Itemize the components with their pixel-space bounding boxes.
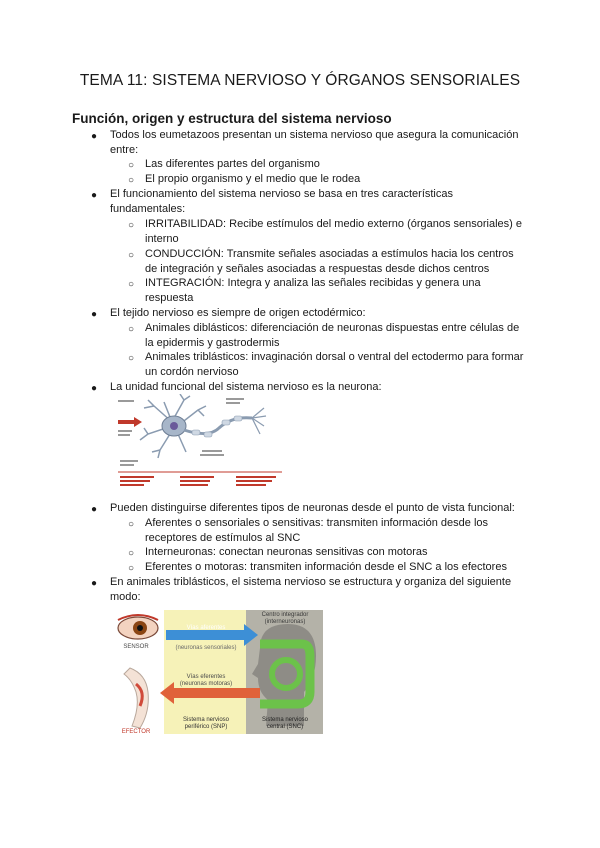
item-3-sub-2-line-2: un cordón nervioso [145, 366, 239, 378]
section-heading: Función, origen y estructura del sistema nervioso [72, 111, 392, 126]
bullet-icon: ● [91, 309, 98, 320]
eferentes-sub: (neuronas motoras) [179, 681, 233, 687]
item-1-line-1: Todos los eumetazoos presentan un sistema nervioso que asegura la comunicación [110, 129, 519, 141]
sub-bullet-icon: ○ [128, 324, 135, 335]
item-2-sub-3-line-1: INTEGRACIÓN: Integra y analiza las señales recibidas y genera una [145, 277, 481, 289]
sub-bullet-icon: ○ [128, 519, 135, 530]
sub-bullet-icon: ○ [128, 279, 135, 290]
sub-bullet-icon: ○ [128, 220, 135, 231]
item-2-line-1: El funcionamiento del sistema nervioso se basa en tres características [110, 188, 453, 200]
aferentes-label: Vías aferentes [186, 625, 226, 631]
sub-bullet-icon: ○ [128, 353, 135, 364]
bullet-icon: ● [91, 578, 98, 589]
item-3-sub-1-line-2: la epidermis y gastrodermis [145, 337, 280, 349]
snc-sub: central (SNC) [266, 724, 304, 730]
item-5-line-1: Pueden distinguirse diferentes tipos de neuronas desde el punto de vista funcional: [110, 502, 515, 514]
bullet-icon: ● [91, 383, 98, 394]
eferentes-label: Vías eferentes [186, 674, 226, 680]
item-5-sub-3: Eferentes o motoras: transmiten información desde el SNC a los efectores [145, 561, 507, 573]
item-5-sub-2: Interneuronas: conectan neuronas sensitivas con motoras [145, 546, 428, 558]
snp-sub: periférico (SNP) [184, 724, 228, 730]
item-6-line-2: modo: [110, 591, 141, 603]
page-title: TEMA 11: SISTEMA NERVIOSO Y ÓRGANOS SENSORIALES [79, 72, 521, 89]
item-4-line-1: La unidad funcional del sistema nervioso es la neurona: [110, 381, 382, 393]
item-1-sub-1: Las diferentes partes del organismo [145, 158, 320, 170]
neuron-diagram [114, 394, 286, 490]
item-2-sub-1-line-2: interno [145, 233, 179, 245]
sub-bullet-icon: ○ [128, 563, 135, 574]
item-1-line-2: entre: [110, 144, 139, 156]
item-1-sub-2: El propio organismo y el medio que le rodea [145, 173, 361, 185]
item-2-sub-3-line-2: respuesta [145, 292, 194, 304]
item-5-sub-1-line-1: Aferentes o sensoriales o sensitivas: transmiten información desde los [145, 517, 489, 529]
centro-label: Centro integrador [261, 612, 309, 618]
snc-label: Sistema nervioso [261, 717, 309, 723]
item-2-line-2: fundamentales: [110, 203, 186, 215]
item-2-sub-1-line-1: IRRITABILIDAD: Recibe estímulos del medio externo (órganos sensoriales) e [145, 218, 523, 230]
efector-label: EFECTOR [121, 729, 151, 735]
item-6-line-1: En animales triblásticos, el sistema nervioso se estructura y organiza del siguiente [110, 576, 512, 588]
centro-sub: (interneuronas) [264, 619, 306, 625]
bullet-icon: ● [91, 504, 98, 515]
item-2-sub-2-line-1: CONDUCCIÓN: Transmite señales asociadas a estímulos hacia los centros [145, 248, 514, 260]
item-3-line-1: El tejido nervioso es siempre de origen ectodérmico: [110, 307, 366, 319]
aferentes-sub: (neuronas sensoriales) [175, 645, 237, 651]
sub-bullet-icon: ○ [128, 175, 135, 186]
snp-label: Sistema nervioso [182, 717, 230, 723]
item-5-sub-1-line-2: receptores de estímulos al SNC [145, 532, 301, 544]
sensor-label: SENSOR [123, 644, 149, 650]
sub-bullet-icon: ○ [128, 160, 135, 171]
organization-diagram [110, 608, 325, 736]
bullet-icon: ● [91, 131, 98, 142]
sub-bullet-icon: ○ [128, 548, 135, 559]
item-3-sub-1-line-1: Animales diblásticos: diferenciación de neuronas dispuestas entre células de [145, 322, 520, 334]
item-2-sub-2-line-2: de integración y señales asociadas a respuestas desde dichos centros [145, 263, 490, 275]
sub-bullet-icon: ○ [128, 250, 135, 261]
bullet-icon: ● [91, 190, 98, 201]
item-3-sub-2-line-1: Animales triblásticos: invaginación dorsal o ventral del ectodermo para formar [145, 351, 524, 363]
